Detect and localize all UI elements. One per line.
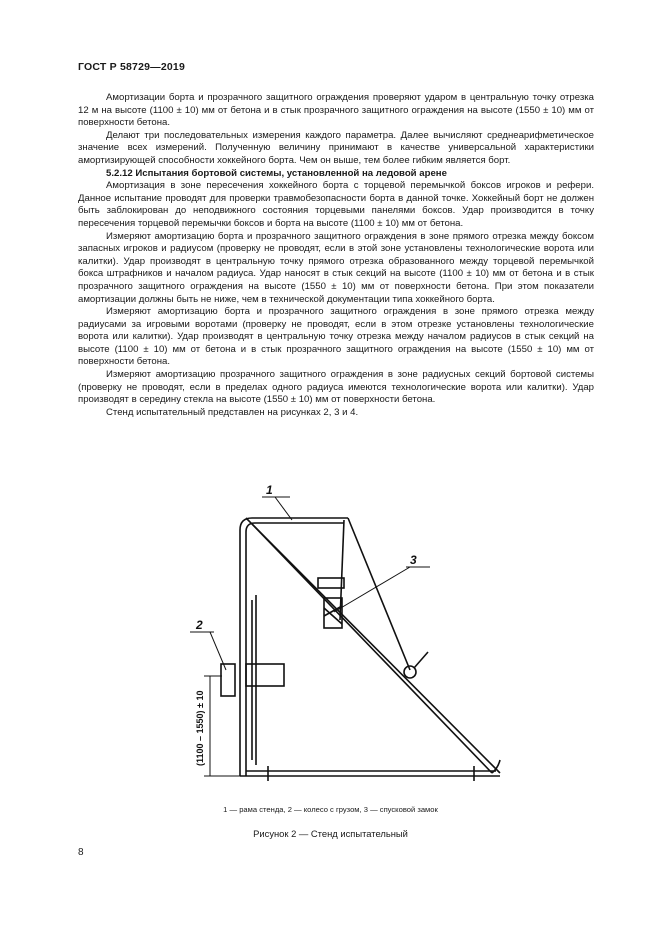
paragraph: Амортизация в зоне пересечения хоккейного борта с торцевой перемычкой боксов игроков и рефери. Данное испытание проводят для проверки травмобезопасности борта в данной точке. Хоккейный борт не должен быть заблокирован до неподвижного состояния торцевыми панелями боксов. Удар производится в точку пересечения торцевой перемычки боксов и борта на высоте (1100 ± 10) мм от бетона. [78,180,594,229]
paragraph: Измеряют амортизацию борта и прозрачного защитного ограждения в зоне прямого отрезка между боксом запасных игроков и радиусом (проверку не проводят, если в этой зоне установлены технологические ворота или калитки). Удар производят в центральную точку прямого отрезка образованного между торцевой перемычкой бокса штрафников и началом радиуса. Удар наносят в стык секций на высоте (1100 ± 10) мм от бетона и в стык прозрачного защитного ограждения на высоте (1550 ± 10) мм от поверхности бетона. При этом показатели амортизации должны быть не ниже, чем в технической документации типа хоккейного борта. [78,230,594,305]
figure-title: Рисунок 2 — Стенд испытательный [253,828,408,839]
figure-legend: 1 — рама стенда, 2 — колесо с грузом, 3 — спусковой замок [223,805,438,814]
paragraph: Стенд испытательный представлен на рисунках 2, 3 и 4. [106,406,359,418]
callout-label-1: 1 [266,483,273,497]
body-text [78,92,594,419]
page-number: 8 [78,847,84,858]
paragraph: Амортизации борта и прозрачного защитного ограждения проверяют ударом в центральную точку отрезка 12 м на высоте (1100 ± 10) мм от бетона и в стык прозрачного защитного ограждения на высоте (1550 ± 10) мм от поверхности бетона. [78,92,594,129]
document-header: ГОСТ Р 58729—2019 [78,61,186,73]
callout-label-3: 3 [410,553,417,567]
callout-label-2: 2 [196,618,203,632]
paragraph: Делают три последовательных измерения каждого параметра. Далее вычисляют среднеарифметическое значение всех измерений. Полученную величину принимают в качестве универсальной характеристики амортизирующей способности хоккейного борта. Чем он выше, тем более гибким является борт. [78,129,594,166]
dimension-label: (1100 – 1550) ± 10 [195,690,205,766]
section-heading: 5.2.12 Испытания бортовой системы, установленной на ледовой арене [106,167,447,179]
paragraph: Измеряют амортизацию прозрачного защитного ограждения в зоне радиусных секций бортовой системы (проверку не проводят, если в пределах одного радиуса имеются технологические ворота или калитки). Удар производят в середину стекла на высоте (1550 ± 10) мм от поверхности бетона. [78,369,594,406]
paragraph: Измеряют амортизацию борта и прозрачного защитного ограждения в зоне прямого отрезка между радиусами за игровыми воротами (проверку не проводят, если в этом отрезке установлены технологические ворота или калитки). Удар производят в центральную точку отрезка между началом радиусов в стык секций на высоте (1100 ± 10) мм от бетона и в стык прозрачного защитного ограждения на высоте (1550 ± 10) мм от поверхности бетона. [78,306,594,368]
test-stand-drawing [0,470,661,830]
